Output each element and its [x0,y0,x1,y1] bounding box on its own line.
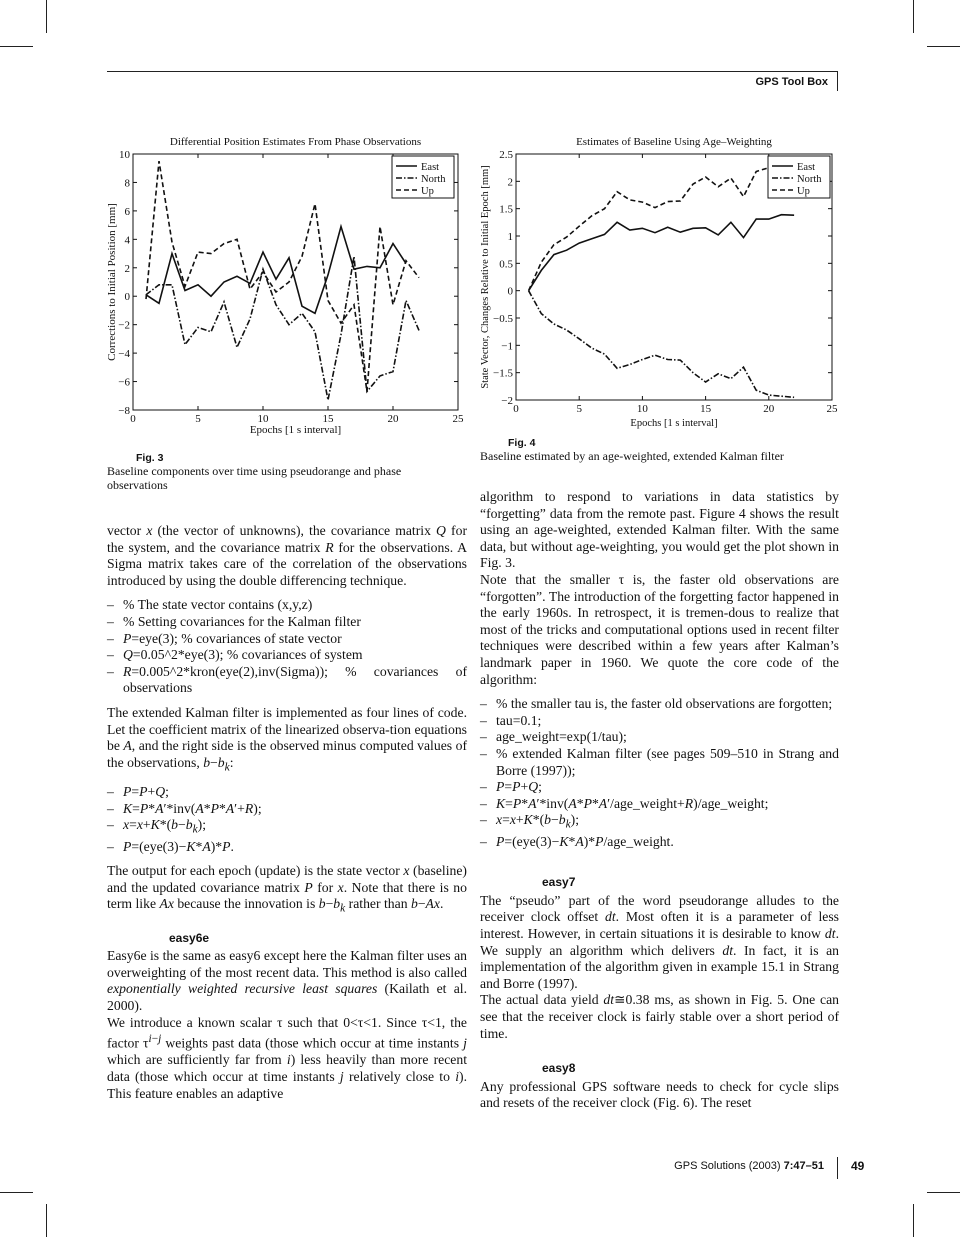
list-item: – P=P+Q; [480,779,839,796]
legend-entry: East [421,162,440,173]
code-list-age-weighted [480,696,839,850]
y-axis-label: State Vector, Changes Relative to Initial Epoch [mm] [480,165,491,389]
legend [768,156,830,198]
list-item: – tau=0.1; [480,713,839,730]
paragraph: Note that the smaller τ is, the faster old observations are “forgotten”. The introduction of the forgetting factor happened in the early 1960s. In retrospect, it is tremen-dous to realize that most of the tricks and computational options used in recent filter techniques were described within a few years after Kalman’s landmark paper in 1960. We quote the core code of the algorithm: [480,571,839,687]
x-tick-label: 0 [130,413,136,425]
y-axis-label: Corrections to Initial Position [mm] [106,203,118,361]
list-item: – age_weight=exp(1/tau); [480,729,839,746]
y-tick-label: 1 [507,231,513,243]
figure-4-label: Fig. 4 [508,437,536,449]
series-line-north [529,291,795,398]
list-item: – R=0.005^2*kron(eye(2),inv(Sigma)); % covariances of observations [107,664,467,697]
legend-entry: East [797,162,816,173]
y-tick-label: 2 [507,176,513,189]
legend-entry: North [797,174,822,185]
list-item: – % the smaller tau is, the faster old observations are forgotten; [480,696,839,713]
chart-title: Differential Position Estimates From Phase Observations [169,136,422,148]
crop-mark [913,0,914,33]
series-line-north [146,256,419,400]
series-line-east [146,227,406,314]
left-column [107,523,467,1102]
figure-3-chart [100,130,470,440]
list-item: – P=(eye(3)−K*A)*P/age_weight. [480,834,839,851]
x-axis-label: Epochs [1 s interval] [249,424,342,436]
legend-entry: North [421,174,446,185]
section-heading-easy7: easy7 [542,875,576,890]
section-heading-easy6e: easy6e [169,930,210,945]
list-item: – % Setting covariances for the Kalman filter [107,614,467,631]
list-item: – P=eye(3); % covariances of state vector [107,631,467,648]
paragraph: The output for each epoch (update) is the state vector x (baseline) and the updated covariance matrix P for x. Note that there is no term like Ax because the innovation is $b-b_k$ rather than b−Ax. [107,863,467,916]
legend-entry: Up [797,186,810,197]
x-tick-label: 5 [195,413,201,425]
figure-4-chart [478,130,848,435]
crop-mark [0,46,33,47]
y-tick-label: −2 [118,319,130,332]
legend-entry: Up [421,186,434,197]
y-tick-label: −4 [118,348,130,361]
code-list-covariances [107,597,467,697]
x-tick-label: 20 [387,413,399,425]
page-number: 49 [851,1159,865,1173]
paragraph: Any professional GPS software needs to check for cycle slips and resets of the receiver clock (Fig. 6). The reset [480,1078,839,1111]
list-item: – $x=x+K*(b-b_k)$; [480,812,839,833]
list-item: – K=P*A′*inv(A*P*A′/age_weight+R)/age_weight; [480,796,839,813]
paragraph: We introduce a known scalar τ such that 0<τ<1. Since τ<1, the factor $\tau^{i-j}$ weights past data (those which occur at time instants j which are sufficiently far from i) less heavily than more recent data (those which occur at time instants j relatively close to i). This feature enables an adaptive [107,1014,468,1101]
crop-mark [913,1204,914,1237]
figure-3-caption: Baseline components over time using pseudorange and phase observations [107,464,402,492]
chart-title: Estimates of Baseline Using Age–Weighting [576,136,772,148]
y-tick-label: −2 [501,395,513,407]
x-tick-label: 15 [322,413,334,425]
footer-citation [674,1160,824,1172]
y-tick-label: −6 [118,376,130,389]
crop-mark [0,1192,33,1193]
paragraph: The extended Kalman filter is implemented as four lines of code. Let the coefficient matrix of the linearized observa-tion equations be A, and the right side is the observed minus computed values of the observations, $b-b_k$: [107,704,467,774]
code-list-kalman [107,784,467,855]
paragraph: algorithm to respond to variations in data statistics by “forgetting” data from the remote past. Figure 4 shows the result using an age-weighted, extended Kalman filter. With the same data, but without age-weighting, you would get the plot shown in Fig. 3. [480,489,839,571]
y-tick-label: −1.5 [493,367,513,380]
right-column [480,489,839,1112]
running-header-title: GPS Tool Box [755,76,828,88]
series-line-east [529,215,795,291]
y-tick-label: 0.5 [499,258,513,271]
list-item: – Q=0.05^2*eye(3); % covariances of system [107,647,467,664]
y-tick-label: 2.5 [499,149,513,161]
y-tick-label: −0.5 [493,313,513,325]
y-tick-label: 6 [124,205,130,218]
x-tick-label: 0 [513,403,519,415]
list-item: – % extended Kalman filter (see pages 509–510 in Strang and Borre (1997)); [480,746,839,779]
header-rule-tick [837,71,838,91]
x-tick-label: 10 [636,403,648,415]
list-item: – P=(eye(3)−K*A)*P. [107,839,467,856]
y-tick-label: −8 [118,405,130,417]
list-item: – $x=x+K*(b-b_k)$; [107,817,467,838]
x-tick-label: 25 [452,413,464,425]
crop-mark [927,46,960,47]
x-tick-label: 10 [257,413,269,425]
x-tick-label: 25 [826,403,838,415]
y-tick-label: 10 [119,149,130,161]
section-heading-easy8: easy8 [542,1061,576,1076]
y-tick-label: 2 [124,262,130,275]
crop-mark [46,1204,47,1237]
list-item: – % The state vector contains (x,y,z) [107,597,467,614]
series-line-up [529,168,769,291]
y-tick-label: 1.5 [499,203,513,216]
footer-journal: GPS Solutions (2003) [674,1160,784,1172]
y-tick-label: 4 [124,234,130,247]
paragraph: vector x (the vector of unknowns), the covariance matrix Q for the system, and the covariance matrix R for the observations. A Sigma matrix takes care of the correlation of the observations introduced by using the double differencing technique. [107,523,467,588]
list-item: – P=P+Q; [107,784,467,801]
header-rule [107,71,838,72]
x-tick-label: 15 [700,403,712,415]
footer-rule-tick [837,1157,838,1179]
y-tick-label: −1 [501,340,513,353]
paragraph: The actual data yield dt≅0.38 ms, as shown in Fig. 5. One can see that the receiver clock is fairly stable over a short period of time. [480,992,840,1041]
paragraph: The “pseudo” part of the word pseudorange alludes to the receiver clock offset dt. Most often it is a parameter of less interest. However, in certain situations it is desirable to know dt. We supply an algorithm which delivers dt. In fact, it is an implementation of the algorithm given in example 15.1 in Strang and Borre (1997). [480,892,839,991]
figure-4-caption: Baseline estimated by an age-weighted, extended Kalman filter [480,449,784,463]
list-item: – K=P*A′*inv(A*P*A′+R); [107,801,467,818]
series-line-up [146,161,419,391]
x-tick-label: 5 [576,403,582,415]
y-tick-label: 8 [124,177,130,190]
crop-mark [46,0,47,33]
legend [392,156,454,198]
crop-mark [927,1192,960,1193]
y-tick-label: 0 [507,285,513,298]
paragraph: Easy6e is the same as easy6 except here the Kalman filter uses an overweighting of the most recent data. This method is also called exponentially weighted recursive least squares (Kailath et al. 2000). [107,948,467,1014]
figure-3-label: Fig. 3 [136,452,164,464]
y-tick-label: 0 [124,291,130,304]
footer-volume: 7:47–51 [783,1160,824,1172]
x-tick-label: 20 [763,403,775,415]
x-axis-label: Epochs [1 s interval] [630,418,718,429]
